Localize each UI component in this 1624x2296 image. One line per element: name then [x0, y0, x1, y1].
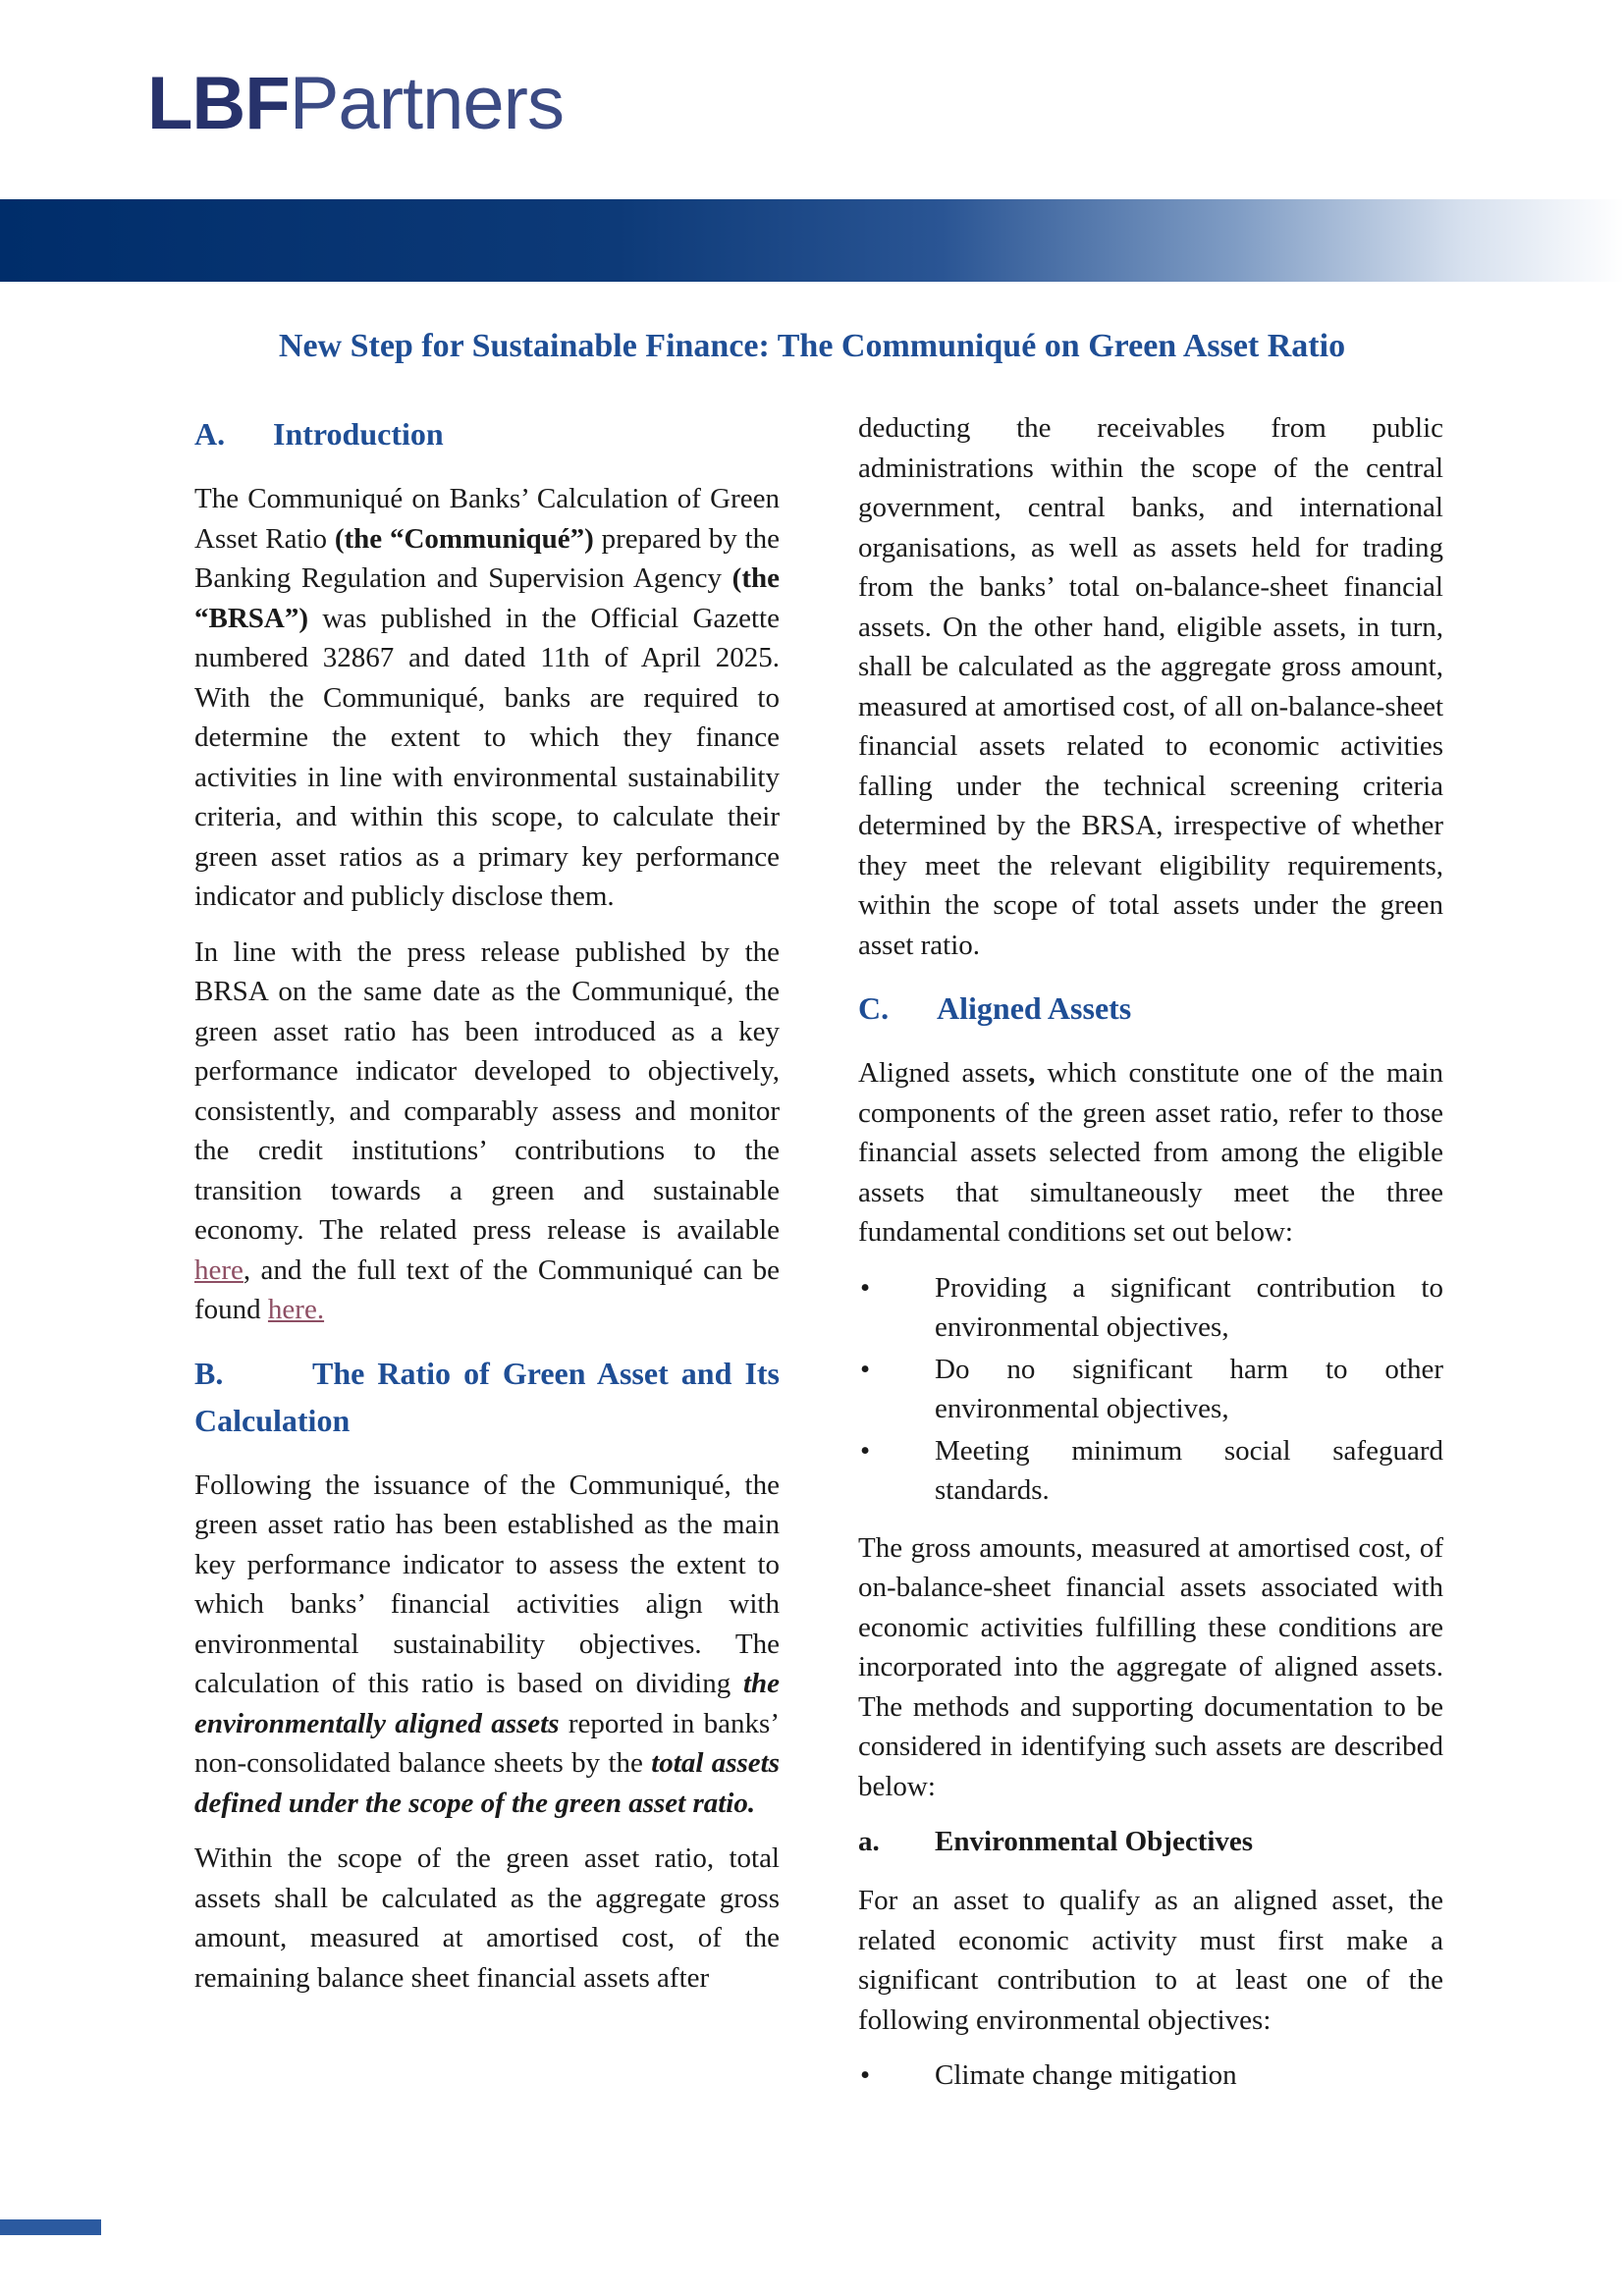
section-b-title: The Ratio of Green Asset and Its Calculation	[194, 1355, 780, 1438]
text-run: Following the issuance of the Communiqué, the green asset ratio has been established as the main key performance indicator to assess the extent to which banks’ financial activities align with environmental sustainability objectives. The calculation of this ratio is based on dividing	[194, 1468, 780, 1699]
text-run: was published in the Official Gazette numbered 32867 and dated 11th of April 2025. With the Communiqué, banks are required to determine the extent to which they finance activities in line with environmental sustainability criteria, and within this scope, to calculate their green asset ratios as a primary key performance indicator and publicly disclose them.	[194, 602, 780, 912]
list-item	[858, 1431, 1443, 1511]
text-run: The Communiqué on Banks’ Calculation of Green Asset Ratio	[194, 483, 780, 555]
bullet-icon: •	[860, 2059, 871, 2091]
list-item	[858, 1268, 1443, 1348]
press-release-link[interactable]: here	[194, 1254, 244, 1286]
section-c-title: Aligned Assets	[937, 990, 1132, 1026]
condition-text: Meeting minimum social safeguard standards.	[935, 1434, 1443, 1506]
section-c-label: C.	[858, 990, 890, 1026]
brsa-defined-term: (the “BRSA”)	[194, 562, 780, 634]
text-run: ,	[1028, 1057, 1036, 1089]
logo-light-text: Partners	[289, 62, 564, 145]
company-logo	[147, 62, 564, 145]
text-run: reported in banks’ non-consolidated balance sheets by the	[194, 1707, 780, 1779]
ratio-paragraph-2-continued: deducting the receivables from public administrations within the scope of the central government, central banks, and international organisations, as well as assets held for trading from the banks’ total on-balance-sheet financial assets. On the other hand, eligible assets, in turn, shall be calculated as the aggregate gross amount, measured at amortised cost, of all on-balance-sheet financial assets related to economic activities falling under the technical screening criteria determined by the BRSA, irrespective of whether they meet the relevant eligibility requirements, within the scope of total assets under the green asset ratio.	[858, 412, 1443, 961]
gross-amounts-paragraph: The gross amounts, measured at amortised cost, of on-balance-sheet financial assets associated with economic activities fulfilling these conditions are incorporated into the aggregate of aligned assets. The methods and supporting documentation to be considered in identifying such assets are described below:	[858, 1531, 1443, 1802]
section-a-heading	[194, 410, 780, 457]
text-run: , and the full text of the Communiqué can be found	[194, 1254, 780, 1325]
text-run: which constitute one of the main components of the green asset ratio, refer to those financial assets selected from among the eligible assets that simultaneously meet the three fundamental conditions set out below:	[858, 1057, 1443, 1248]
section-c-heading	[858, 985, 1443, 1032]
logo-bold-text: LBF	[147, 62, 290, 145]
bullet-icon: •	[860, 1434, 871, 1467]
conditions-list	[858, 1268, 1443, 1511]
aligned-assets-emphasis: the environmentally aligned assets	[194, 1668, 780, 1739]
right-column	[858, 408, 1443, 2113]
text-run: Aligned assets	[858, 1057, 1029, 1089]
section-b-heading	[194, 1350, 780, 1444]
section-a-title: Introduction	[273, 416, 444, 452]
objective-text: Climate change mitigation	[935, 2059, 1237, 2091]
text-run: In line with the press release published by the BRSA on the same date as the Communiqué, the green asset ratio has been introduced as a key performance indicator developed to objectively, consistently, and comparably assess and monitor the credit institutions’ contributions to the transition towards a green and sustainable economy. The related press release is available	[194, 935, 780, 1246]
ratio-paragraph-1	[194, 1466, 780, 1824]
environmental-objectives-paragraph: For an asset to qualify as an aligned asset, the related economic activity must first make a significant contribution to at least one of the following environmental objectives:	[858, 1885, 1443, 2036]
section-b-label: B.	[194, 1355, 224, 1391]
intro-paragraph-2	[194, 933, 780, 1330]
list-item	[858, 1350, 1443, 1429]
communique-defined-term: (the “Communiqué”)	[334, 522, 594, 555]
section-a-label: A.	[194, 416, 226, 452]
text-run: prepared by the Banking Regulation and Supervision Agency	[194, 522, 780, 594]
bullet-icon: •	[860, 1271, 871, 1304]
aligned-assets-paragraph	[858, 1053, 1443, 1253]
condition-text: Do no significant harm to other environmental objectives,	[935, 1353, 1443, 1424]
footer-accent-bar	[0, 2219, 101, 2235]
left-column	[194, 410, 780, 2013]
bullet-icon: •	[860, 1353, 871, 1385]
header-banner	[0, 199, 1624, 282]
communique-full-text-link[interactable]: here.	[267, 1294, 325, 1325]
subsection-a-label: a.	[858, 1826, 880, 1857]
document-title: New Step for Sustainable Finance: The Communiqué on Green Asset Ratio	[278, 328, 1346, 364]
subsection-a-heading	[858, 1822, 1443, 1861]
condition-text: Providing a significant contribution to environmental objectives,	[935, 1271, 1443, 1343]
objectives-list	[858, 2056, 1443, 2096]
total-assets-emphasis: total assets defined under the scope of the green asset ratio.	[194, 1747, 780, 1819]
ratio-paragraph-2-start: Within the scope of the green asset ratio, total assets shall be calculated as the aggregate gross amount, measured at amortised cost, of the remaining balance sheet financial assets after	[194, 1842, 780, 1994]
list-item	[858, 2056, 1443, 2096]
subsection-a-title: Environmental Objectives	[935, 1826, 1254, 1857]
intro-paragraph-1	[194, 479, 780, 917]
